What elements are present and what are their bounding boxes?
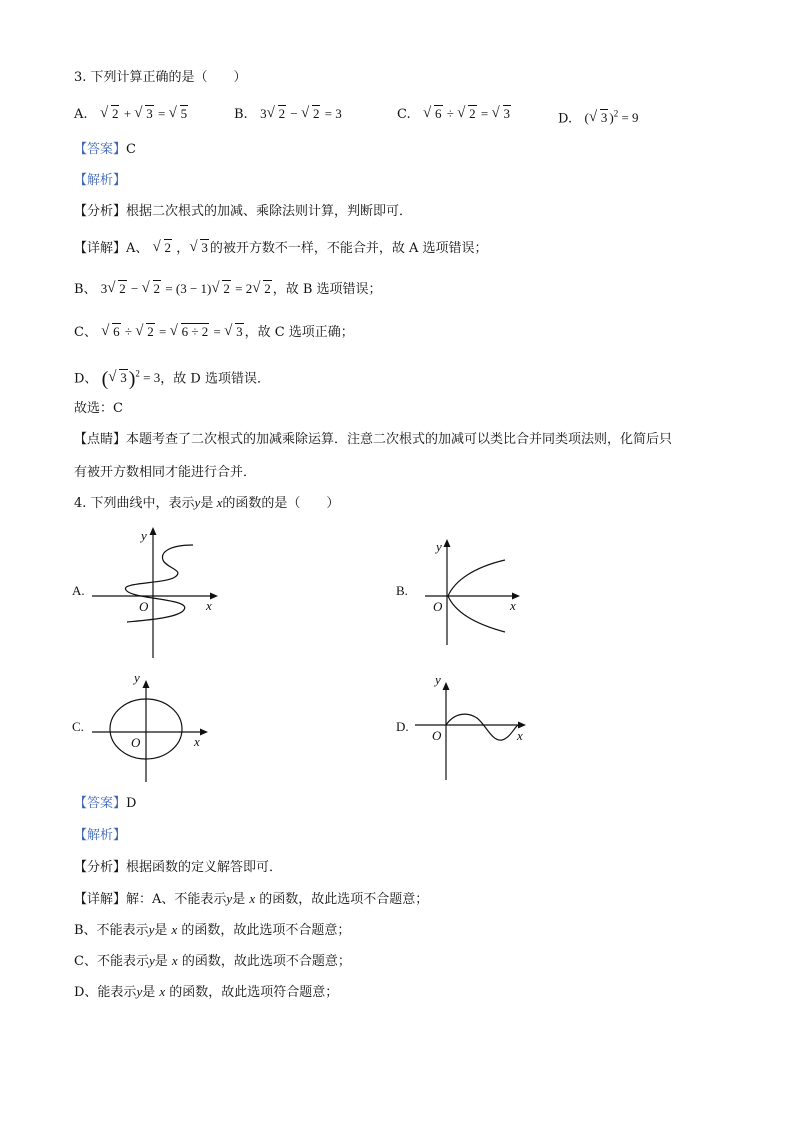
q3-detail-2: B、 3√ 2 − √ 2 = (3 − 1)√ 2 = 2√ 2 ，故 B 选项错误； bbox=[74, 279, 382, 300]
q3-answer: 【答案】C bbox=[74, 142, 136, 157]
graph-b-y: y bbox=[436, 539, 442, 554]
q4-detail-2: B、不能表示y是 x 的函数，故此选项不合题意； bbox=[74, 922, 351, 938]
graph-d-o: O bbox=[432, 728, 442, 743]
q3-title: 3. 下列计算正确的是（ ） bbox=[74, 70, 247, 85]
q3-fenxi: 【分析】根据二次根式的加减、乘除法则计算，判断即可． bbox=[74, 204, 413, 219]
q3-detail-4: D、 (√ 3 )$^2$ = 3，故 D 选项错误． bbox=[74, 364, 270, 389]
q3-option-c: C. √ 6 ÷ √ 2 = √ 3 bbox=[397, 104, 512, 125]
graph-c-y: y bbox=[134, 670, 140, 685]
q3-choose: 故选：C bbox=[74, 401, 123, 416]
q3-dianjing-2: 有被开方数相同才能进行合并． bbox=[74, 465, 257, 480]
graph-b-x: x bbox=[510, 598, 516, 613]
graph-a-x: x bbox=[206, 598, 212, 613]
graph-c-x: x bbox=[194, 734, 200, 749]
graph-a-o: O bbox=[139, 599, 149, 614]
q4-answer: 【答案】D bbox=[74, 796, 137, 811]
q3-option-b: B. 3√ 2 − √ 2 = 3 bbox=[234, 104, 342, 125]
graph-d-x: x bbox=[517, 728, 523, 743]
q3-option-a: A. √ 2 + √ 3 = √ 5 bbox=[74, 104, 189, 125]
q4-detail-3: C、不能表示y是 x 的函数，故此选项不合题意； bbox=[74, 953, 351, 969]
q4-detail-4: D、能表示y是 x 的函数，故此选项符合题意； bbox=[74, 984, 339, 1000]
q3-detail-1: 【详解】A、 √ 2 ，√ 3 的被开方数不一样，不能合并，故 A 选项错误； bbox=[74, 238, 487, 259]
q3-option-d: D. (√ 3 )$^2$ = 9 bbox=[558, 104, 639, 129]
q4-fenxi: 【分析】根据函数的定义解答即可． bbox=[74, 860, 283, 875]
graph-d-y: y bbox=[435, 672, 441, 687]
q4-analysis-tag: 【解析】 bbox=[74, 828, 127, 843]
q4-detail-1: 【详解】解：A、不能表示y是 x 的函数，故此选项不合题意； bbox=[74, 891, 429, 907]
graph-b-o: O bbox=[433, 599, 443, 614]
q4-title: 4. 下列曲线中，表示y是 x的函数的是（ ） bbox=[74, 495, 340, 511]
graph-a-label: A. bbox=[72, 583, 85, 598]
q3-dianjing-1: 【点睛】本题考查了二次根式的加减乘除运算．注意二次根式的加减可以类比合并同类项法则，化简后只 bbox=[74, 432, 673, 447]
graph-b-label: B. bbox=[396, 583, 408, 598]
graph-c-label: C. bbox=[72, 719, 84, 734]
q3-detail-3: C、 √ 6 ÷ √ 2 = √ 6 ÷ 2 = √ 3 ，故 C 选项正确； bbox=[74, 322, 354, 343]
q3-analysis-tag: 【解析】 bbox=[74, 173, 127, 188]
graph-a-y: y bbox=[141, 528, 147, 543]
graph-d-label: D. bbox=[396, 719, 409, 734]
graph-c-o: O bbox=[131, 735, 141, 750]
